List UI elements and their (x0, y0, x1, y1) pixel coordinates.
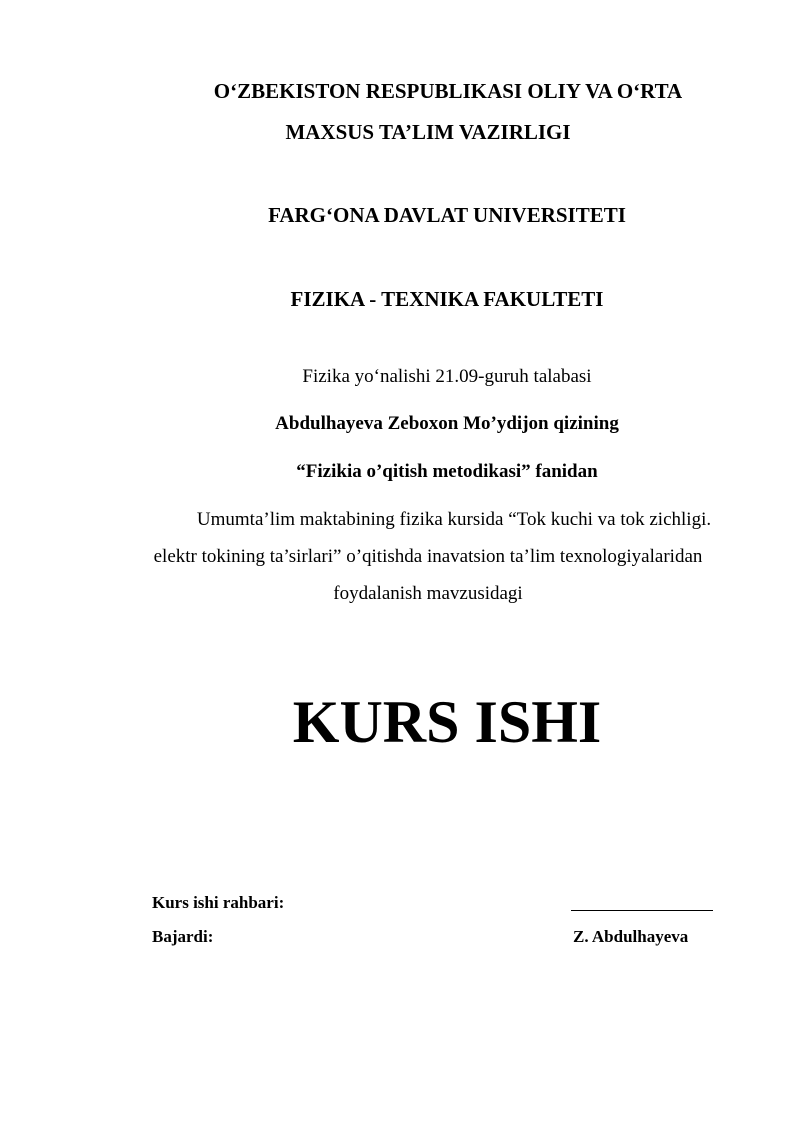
ministry-line-1: O‘ZBEKISTON RESPUBLIKASI OLIY VA O‘RTA (213, 79, 683, 103)
topic-line-2: elektr tokining ta’sirlari” o’qitishda inavatsion ta’lim texnologiyalaridan (153, 546, 703, 567)
supervisor-label: Kurs ishi rahbari: (152, 893, 285, 912)
subject-line: “Fizikia o’qitish metodikasi” fanidan (296, 461, 598, 482)
performer-name: Z. Abdulhayeva (573, 927, 689, 946)
supervisor-signature-line (571, 893, 713, 911)
document-title: KURS ISHI (292, 689, 602, 755)
topic-line-1: Umumta’lim maktabining fizika kursida “Tok kuchi va tok zichligi. (196, 509, 712, 530)
faculty-name: FIZIKA - TEXNIKA FAKULTETI (290, 287, 604, 311)
topic-line-3: foydalanish mavzusidagi (333, 583, 523, 604)
student-group-line: Fizika yo‘nalishi 21.09-guruh talabasi (302, 366, 592, 387)
student-name-line: Abdulhayeva Zeboxon Mo’ydijon qizining (275, 413, 619, 434)
ministry-line-2: MAXSUS TA’LIM VAZIRLIGI (285, 120, 571, 144)
performer-label: Bajardi: (152, 927, 214, 946)
university-name: FARG‘ONA DAVLAT UNIVERSITETI (268, 203, 626, 227)
